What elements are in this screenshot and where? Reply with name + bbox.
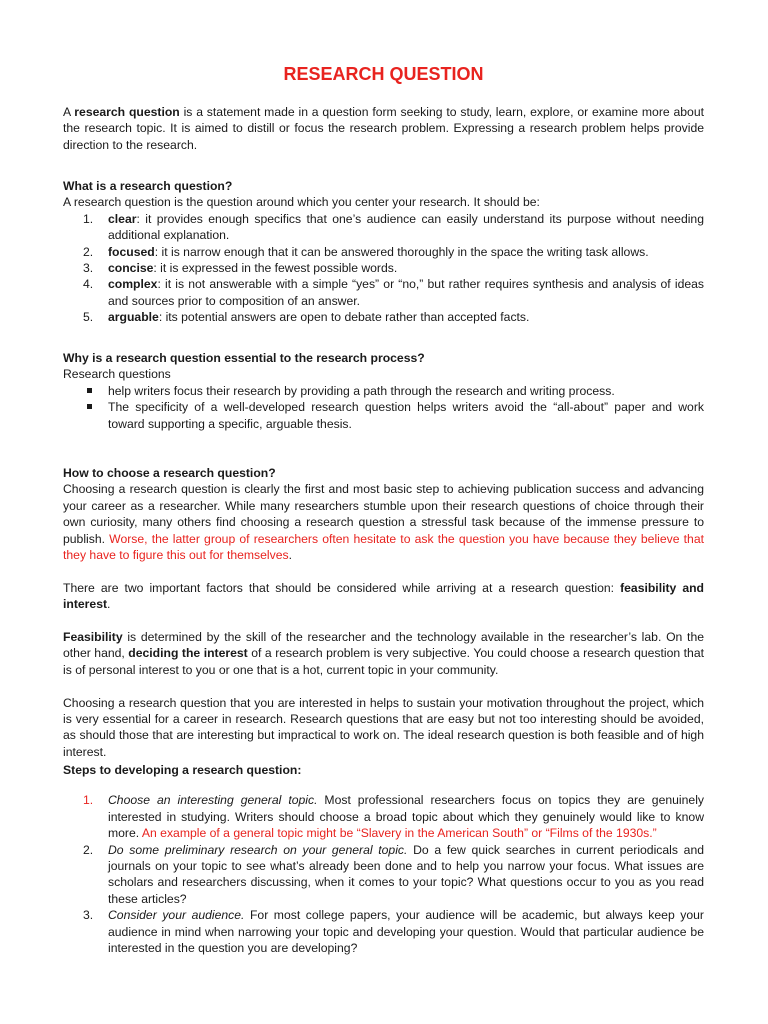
- bullet-item: help writers focus their research by providing a path through the research and writing process.: [63, 383, 704, 399]
- list-item: 5. arguable: its potential answers are open to debate rather than accepted facts.: [83, 310, 530, 325]
- list-item: 4. complex: it is not answerable with a simple “yes” or “no,” but rather requires synthesis and analysis of ideas and sources prior to composition of an answer.: [83, 277, 704, 308]
- what-list: [63, 211, 704, 326]
- step-item: 2. Do some preliminary research on your general topic. Do a few quick searches in current periodicals and journals on your topic to see what’s already been done and to help you narrow your focus. What issues are scholars and researchers discussing, when it comes to your topic? What questions occur to you as you read these articles?: [83, 842, 705, 906]
- list-item: 3. concise: it is expressed in the fewest possible words.: [83, 261, 398, 276]
- how-paragraph-2: There are two important factors that should be considered while arriving at a research question: feasibility and interest.: [63, 580, 704, 612]
- how-paragraph-1: Choosing a research question is clearly the first and most basic step to achieving publication success and advancing your career as a researcher. While many researchers stumble upon their research questions of choice through their own curiosity, many others find choosing a research question a stressful task because of the immense pressure to publish. Worse, the latter group of researchers often hesitate to ask the question you have because they believe that they have to figure this out for themselves.: [63, 482, 704, 563]
- page-title: RESEARCH QUESTION: [283, 64, 484, 84]
- step-item: 1. Choose an interesting general topic. Most professional researchers focus on topics they are genuinely interested in studying. Writers should choose a broad topic about which they genuinely would like to know more. An example of a general topic might be “Slavery in the American South” or “Films of the 1930s.”: [83, 793, 704, 841]
- how-paragraph-4: Choosing a research question that you are interested in helps to sustain your motivation throughout the project, which is very essential for a career in research. Research questions that are easy but not too interesting should be avoided, as should those that are interesting but impractical to work on. The ideal research question is both feasible and of high interest.: [63, 695, 704, 759]
- section-heading-what: What is a research question?: [63, 179, 233, 193]
- section-heading-how: How to choose a research question?: [63, 466, 276, 480]
- list-item: 2. focused: it is narrow enough that it can be answered thoroughly in the space the writing task allows.: [83, 244, 649, 259]
- section-heading-why: Why is a research question essential to the research process?: [63, 351, 425, 365]
- intro-term: research question: [74, 105, 180, 119]
- how-paragraph-3: Feasibility is determined by the skill of the researcher and the technology available in the researcher’s lab. On the other hand, deciding the interest of a research problem is very subjective. You could choose a research question that is of personal interest to you or one that is a hot, current topic in your community.: [63, 630, 704, 677]
- bullet-item: The specificity of a well-developed research question helps writers avoid the “all-about” paper and work toward supporting a specific, arguable thesis.: [63, 399, 704, 432]
- intro-paragraph: A research question is a statement made in a question form seeking to study, learn, explore, or examine more about the research topic. It is aimed to distill or focus the research problem. Expressing a research problem helps provide direction to the research.: [63, 105, 704, 152]
- section-heading-steps: Steps to developing a research question:: [63, 763, 302, 777]
- list-item: 1. clear: it provides enough specifics that one’s audience can easily understand its purpose without needing additional explanation.: [83, 211, 704, 243]
- bullet-icon: [87, 388, 92, 393]
- why-section: [63, 350, 704, 432]
- bullet-icon: [87, 404, 92, 409]
- steps-section: [63, 762, 704, 956]
- why-lead: Research questions: [63, 367, 171, 382]
- step-item: 3. Consider your audience. For most college papers, your audience will be academic, but always keep your audience in mind when narrowing your topic and developing your question. Would that particular audience be interested in the question you are developing?: [83, 908, 704, 956]
- how-section: [63, 465, 704, 760]
- what-section: [63, 178, 704, 326]
- what-lead: A research question is the question around which you center your research. It should be:: [63, 195, 540, 210]
